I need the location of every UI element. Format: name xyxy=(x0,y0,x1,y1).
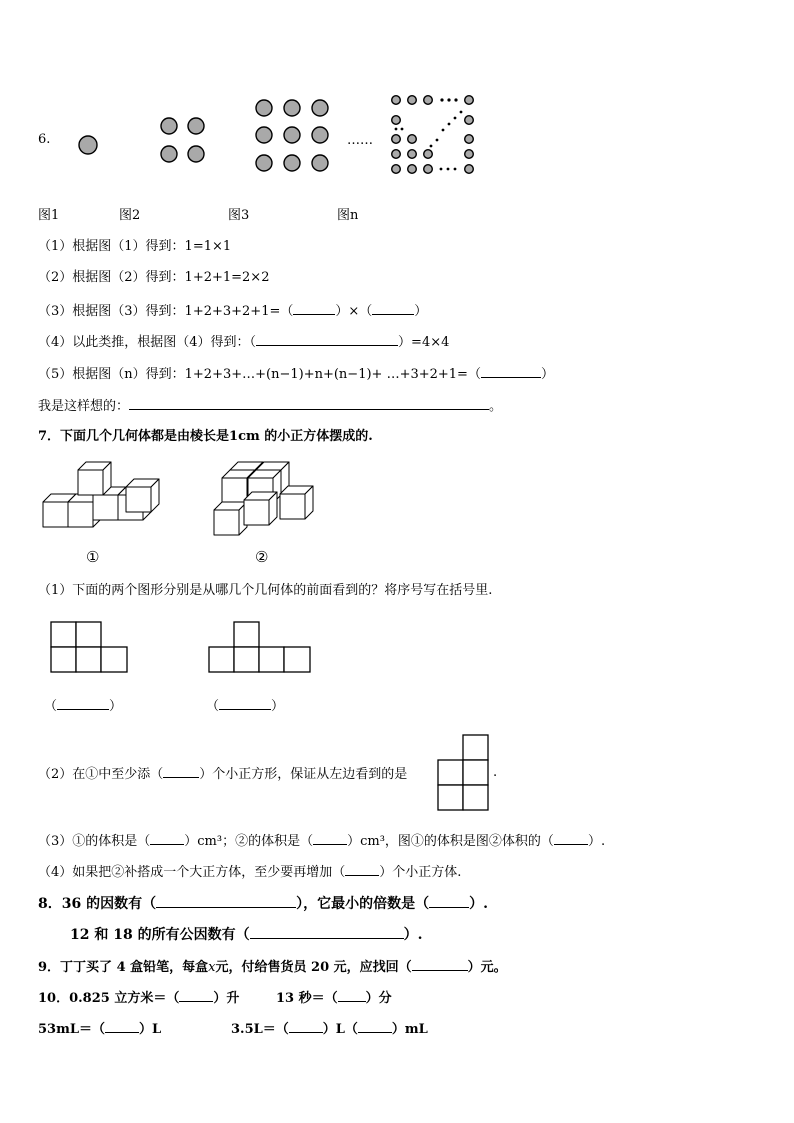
fig-label-2: 图2 xyxy=(119,208,141,223)
answer-blank[interactable] xyxy=(250,927,404,939)
solid-label-2: ② xyxy=(255,548,269,566)
answer-blank[interactable] xyxy=(313,833,347,845)
answer-blank[interactable] xyxy=(345,864,379,876)
q7-part-2-end: . xyxy=(493,765,498,780)
q6-line-2: （2）根据图（2）得到：1+2+1=2×2 xyxy=(38,270,270,285)
answer-blank[interactable] xyxy=(372,303,414,315)
q6-line-1: （1）根据图（1）得到：1=1×1 xyxy=(38,239,232,254)
answer-blank[interactable] xyxy=(156,896,296,908)
answer-blank[interactable] xyxy=(129,398,489,410)
answer-blank[interactable] xyxy=(57,698,109,710)
answer-blank[interactable] xyxy=(412,959,468,971)
q10-line-1b: 13 秒＝（ ）分 xyxy=(276,991,392,1006)
answer-blank[interactable] xyxy=(150,833,184,845)
q6-line-3: （3）根据图（3）得到：1+2+3+2+1=（ ）×（ ） xyxy=(38,304,428,319)
answer-blank[interactable] xyxy=(256,334,398,346)
q6-line-5: （5）根据图（n）得到：1+2+3+…+(n−1)+n+(n−1)+ …+3+2+1=（ ） xyxy=(38,367,554,382)
q6-number: 6. xyxy=(38,132,51,147)
answer-blank[interactable] xyxy=(219,698,271,710)
q7-part-4: （4）如果把②补搭成一个大正方体，至少要再增加（ ）个小正方体. xyxy=(38,865,462,880)
fig-label-1: 图1 xyxy=(38,208,60,223)
answer-blank[interactable] xyxy=(105,1021,139,1033)
front-view-a-answer: （ ） xyxy=(44,699,123,714)
answer-blank[interactable] xyxy=(293,303,335,315)
fig-label-3: 图3 xyxy=(228,208,250,223)
front-view-b-answer: （ ） xyxy=(206,699,285,714)
left-view xyxy=(0,0,1,1)
q6-ellipsis: …… xyxy=(347,133,373,148)
q10-line-2b: 3.5L＝（ ）L（ ）mL xyxy=(231,1022,428,1037)
answer-blank[interactable] xyxy=(289,1021,323,1033)
q7-title: 7．下面几个几何体都是由棱长是1cm 的小正方体摆成的. xyxy=(38,429,373,444)
answer-blank[interactable] xyxy=(481,366,541,378)
q7-part-3: （3）①的体积是（ ）cm³；②的体积是（ ）cm³，图①的体积是图②体积的（ ）. xyxy=(38,834,606,849)
solid-label-1: ① xyxy=(86,548,100,566)
q6-think: 我是这样想的： 。 xyxy=(38,399,503,414)
q6-line-4: （4）以此类推，根据图（4）得到：（ ）=4×4 xyxy=(38,335,450,350)
q8-line-1: 8．36 的因数有（ ），它最小的倍数是（ ）. xyxy=(38,896,488,912)
q9: 9．丁丁买了 4 盒铅笔，每盒x元，付给售货员 20 元，应找回（ ）元。 xyxy=(38,960,507,975)
answer-blank[interactable] xyxy=(554,833,588,845)
q8-line-2: 12 和 18 的所有公因数有（ ）. xyxy=(70,927,423,943)
answer-blank[interactable] xyxy=(358,1021,392,1033)
fig-label-n: 图n xyxy=(337,208,359,223)
answer-blank[interactable] xyxy=(179,990,213,1002)
q10-line-1a: 10．0.825 立方米＝（ ）升 xyxy=(38,991,240,1006)
q10-line-2a: 53mL＝（ ）L xyxy=(38,1022,162,1037)
q7-part-2: （2）在①中至少添（ ）个小正方形，保证从左边看到的是 xyxy=(38,767,408,782)
answer-blank[interactable] xyxy=(163,766,199,778)
answer-blank[interactable] xyxy=(338,990,366,1002)
answer-blank[interactable] xyxy=(429,896,469,908)
q7-part-1: （1）下面的两个图形分别是从哪几个几何体的前面看到的？将序号写在括号里. xyxy=(38,583,493,598)
